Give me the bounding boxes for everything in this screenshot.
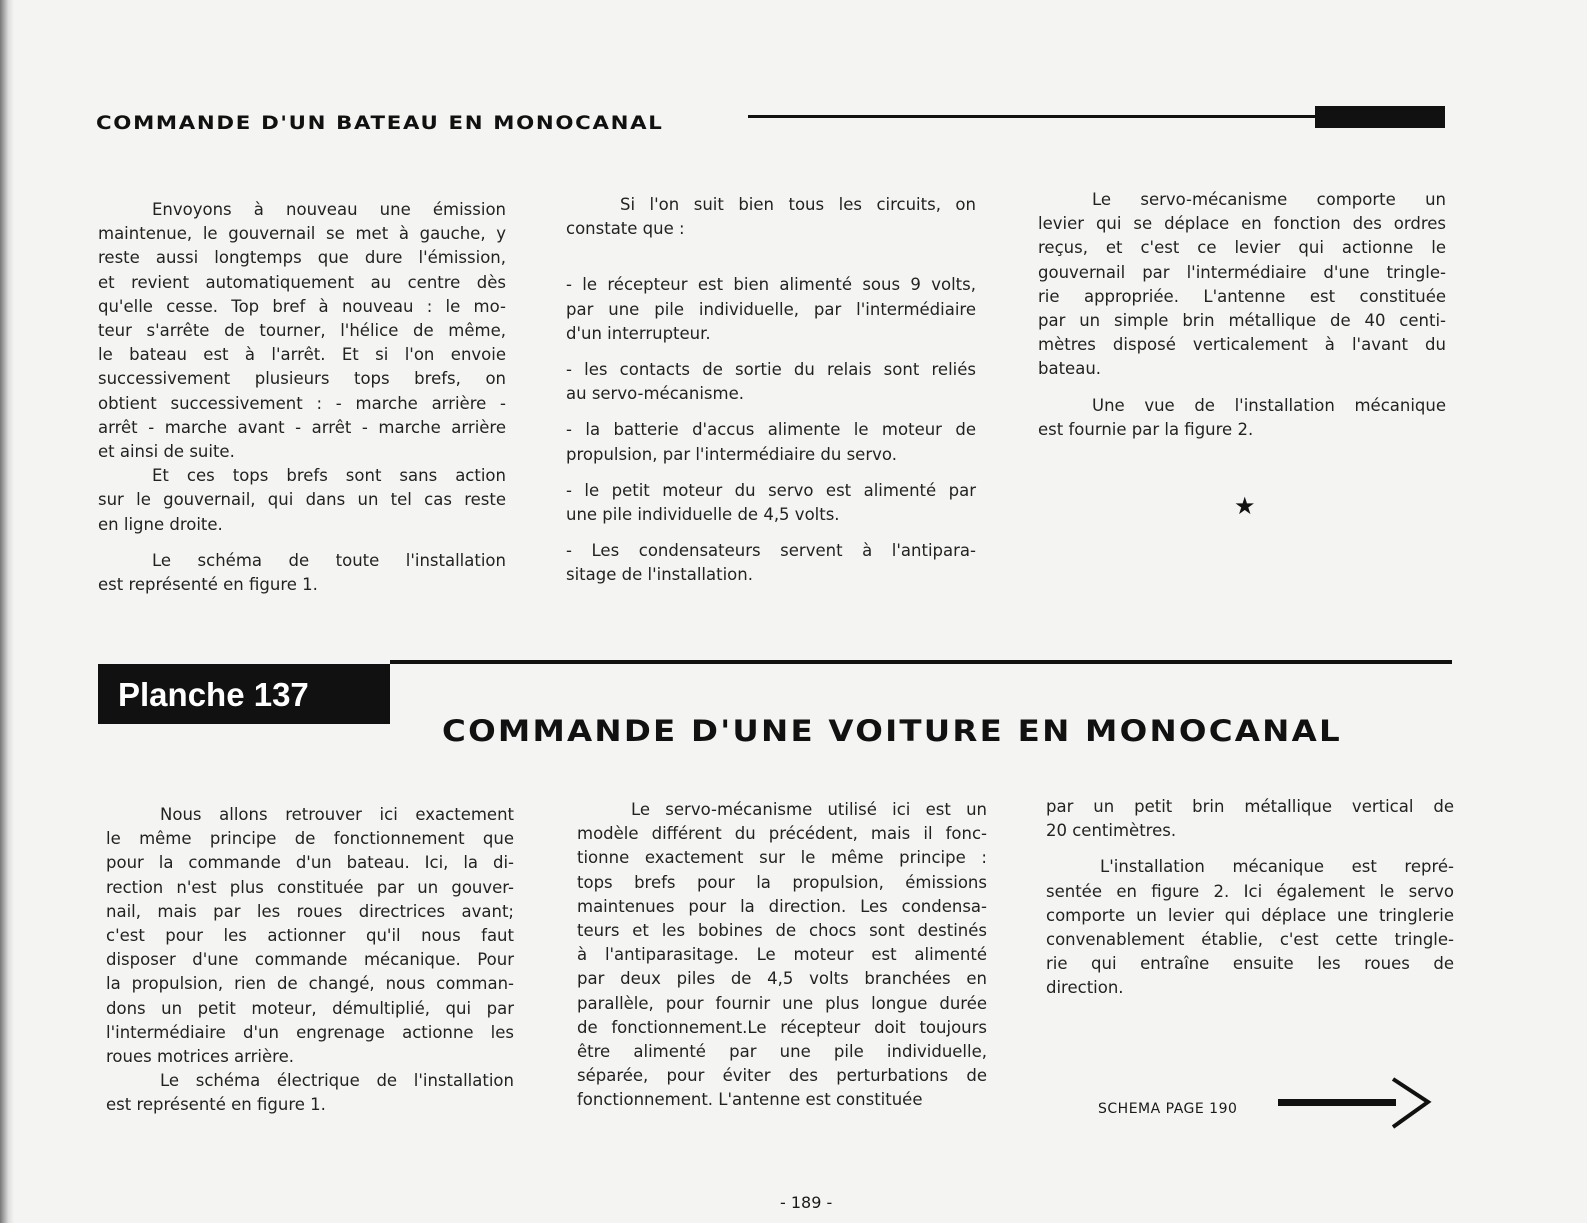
text-line: nail, mais par les roues directrices avant; bbox=[106, 901, 514, 921]
text-line: comporte un levier qui déplace une tringlerie bbox=[1046, 905, 1454, 925]
text-line: Le schéma électrique de l'installation bbox=[160, 1071, 514, 1091]
header-rule bbox=[748, 115, 1318, 118]
text-line: à l'antiparasitage. Le moteur est alimenté bbox=[577, 945, 987, 965]
text-line: et ainsi de suite. bbox=[98, 442, 235, 462]
text-line: est représenté en figure 1. bbox=[106, 1095, 326, 1115]
car-column-2 bbox=[577, 798, 987, 1113]
text-line: parallèle, pour fournir une plus longue durée bbox=[577, 993, 987, 1013]
section-divider bbox=[390, 660, 1452, 664]
text-line: c'est pour les actionner qu'il nous faut bbox=[106, 926, 514, 946]
text-line: - la batterie d'accus alimente le moteur de bbox=[566, 420, 976, 440]
arrow-right-icon bbox=[1278, 1075, 1448, 1135]
text-line: tionne exactement sur le même principe : bbox=[577, 848, 987, 868]
text-line: par une pile individuelle, par l'intermédiaire bbox=[566, 299, 976, 319]
text-line: Le servo-mécanisme comporte un bbox=[1092, 190, 1446, 209]
text-line: successivement plusieurs tops brefs, on bbox=[98, 369, 506, 389]
paragraph bbox=[1038, 394, 1446, 442]
text-line: obtient successivement : - marche arrière - bbox=[98, 393, 506, 413]
text-line: mètres disposé verticalement à l'avant du bbox=[1038, 335, 1446, 355]
header-block bbox=[1315, 106, 1445, 128]
text-line: convenablement établie, c'est cette tringle- bbox=[1046, 930, 1454, 950]
text-line: de fonctionnement.Le récepteur doit toujours bbox=[577, 1017, 987, 1037]
text-line: reçus, et c'est ce levier qui actionne le bbox=[1038, 238, 1446, 258]
text-line: - le récepteur est bien alimenté sous 9 volts, bbox=[566, 275, 976, 295]
text-line: pour la commande d'un bateau. Ici, la di- bbox=[106, 853, 514, 873]
text-line: la propulsion, rien de changé, nous comman- bbox=[106, 974, 514, 994]
text-line: au servo-mécanisme. bbox=[566, 384, 744, 404]
star-icon: ★ bbox=[1234, 492, 1256, 520]
text-line: 20 centimètres. bbox=[1046, 821, 1177, 841]
paragraph bbox=[566, 273, 976, 346]
text-line: teurs et les bobines de chocs sont destinés bbox=[577, 921, 987, 941]
page-number: - 189 - bbox=[780, 1193, 833, 1212]
text-line: par un petit brin métallique vertical de bbox=[1046, 797, 1454, 816]
text-line: Une vue de l'installation mécanique bbox=[1092, 395, 1446, 415]
schema-page-reference: SCHEMA PAGE 190 bbox=[1098, 1101, 1238, 1117]
text-line: Si l'on suit bien tous les circuits, on bbox=[620, 195, 976, 214]
text-line: qu'elle cesse. Top bref à nouveau : le mo- bbox=[98, 296, 506, 316]
section-title-car: COMMANDE D'UNE VOITURE EN MONOCANAL bbox=[442, 714, 1342, 748]
text-line: dons un petit moteur, démultiplié, qui par bbox=[106, 998, 514, 1018]
text-line: maintenue, le gouvernail se met à gauche, y bbox=[98, 224, 506, 244]
text-line: L'installation mécanique est repré- bbox=[1100, 857, 1454, 877]
text-line: rie qui entraîne ensuite les roues de bbox=[1046, 954, 1454, 974]
text-line: est représenté en figure 1. bbox=[98, 575, 318, 595]
text-line: teur s'arrête de tourner, l'hélice de même, bbox=[98, 321, 506, 341]
text-line: fonctionnement. L'antenne est constituée bbox=[577, 1090, 923, 1110]
paragraph bbox=[98, 464, 506, 537]
text-line: propulsion, par l'intermédiaire du servo. bbox=[566, 444, 897, 464]
car-column-1 bbox=[106, 803, 514, 1118]
text-line: Le servo-mécanisme utilisé ici est un bbox=[631, 800, 987, 819]
paragraph bbox=[566, 479, 976, 527]
paragraph bbox=[1046, 795, 1454, 843]
text-line: d'un interrupteur. bbox=[566, 323, 711, 343]
paragraph bbox=[106, 803, 514, 1069]
text-line: séparée, pour éviter des perturbations de bbox=[577, 1066, 987, 1086]
paragraph bbox=[566, 358, 976, 406]
text-line: rection n'est plus constituée par un gouver- bbox=[106, 877, 514, 897]
text-line: gouvernail par l'intermédiaire d'une tringle- bbox=[1038, 262, 1446, 282]
paragraph bbox=[98, 198, 506, 464]
text-line: sur le gouvernail, qui dans un tel cas reste bbox=[98, 490, 506, 510]
paragraph bbox=[106, 1069, 514, 1117]
text-line: par deux piles de 4,5 volts branchées en bbox=[577, 969, 987, 989]
paragraph bbox=[1038, 188, 1446, 382]
text-line: par un simple brin métallique de 40 centi- bbox=[1038, 311, 1446, 331]
paragraph bbox=[98, 549, 506, 597]
text-line: direction. bbox=[1046, 978, 1124, 998]
paragraph bbox=[1046, 855, 1454, 1000]
plate-label: Planche 137 bbox=[118, 676, 309, 713]
text-line: Le schéma de toute l'installation bbox=[152, 550, 506, 570]
text-line: sitage de l'installation. bbox=[566, 565, 753, 585]
text-line: bateau. bbox=[1038, 359, 1102, 379]
car-column-3 bbox=[1046, 795, 1454, 1001]
text-line: modèle différent du précédent, mais il fonc- bbox=[577, 824, 987, 844]
text-line: et revient automatiquement au centre dès bbox=[98, 272, 506, 292]
text-line: disposer d'une commande mécanique. Pour bbox=[106, 950, 514, 970]
text-line: le même principe de fonctionnement que bbox=[106, 829, 514, 849]
boat-column-3 bbox=[1038, 188, 1446, 442]
text-line: maintenues pour la direction. Les condensa- bbox=[577, 896, 987, 916]
text-line: constate que : bbox=[566, 219, 685, 239]
text-line: reste aussi longtemps que dure l'émission, bbox=[98, 248, 506, 268]
text-line: tops brefs pour la propulsion, émissions bbox=[577, 872, 987, 892]
text-line: sentée en figure 2. Ici également le servo bbox=[1046, 881, 1454, 901]
book-binding-edge bbox=[0, 0, 14, 1223]
text-line: une pile individuelle de 4,5 volts. bbox=[566, 505, 840, 525]
text-line: être alimenté par une pile individuelle, bbox=[577, 1042, 987, 1062]
section-title-boat: COMMANDE D'UN BATEAU EN MONOCANAL bbox=[96, 112, 664, 134]
text-line: rie appropriée. L'antenne est constituée bbox=[1038, 286, 1446, 306]
boat-column-1 bbox=[98, 198, 506, 597]
text-line: le bateau est à l'arrêt. Et si l'on envoie bbox=[98, 345, 506, 365]
paragraph bbox=[566, 539, 976, 587]
text-line: arrêt - marche avant - arrêt - marche arrière bbox=[98, 417, 506, 437]
boat-column-2 bbox=[566, 193, 976, 588]
text-line: l'intermédiaire d'un engrenage actionne les bbox=[106, 1022, 514, 1042]
text-line: Et ces tops brefs sont sans action bbox=[152, 466, 506, 486]
text-line: Envoyons à nouveau une émission bbox=[152, 200, 506, 219]
text-line: Nous allons retrouver ici exactement bbox=[160, 805, 514, 824]
text-line: roues motrices arrière. bbox=[106, 1047, 294, 1067]
paragraph bbox=[577, 798, 987, 1113]
text-line: - Les condensateurs servent à l'antipara- bbox=[566, 541, 976, 561]
paragraph bbox=[566, 193, 976, 241]
paragraph bbox=[566, 418, 976, 466]
text-line: est fournie par la figure 2. bbox=[1038, 419, 1254, 439]
text-line: levier qui se déplace en fonction des ordres bbox=[1038, 214, 1446, 234]
text-line: en ligne droite. bbox=[98, 514, 223, 534]
text-line: - les contacts de sortie du relais sont reliés bbox=[566, 360, 976, 380]
text-line: - le petit moteur du servo est alimenté par bbox=[566, 480, 976, 500]
